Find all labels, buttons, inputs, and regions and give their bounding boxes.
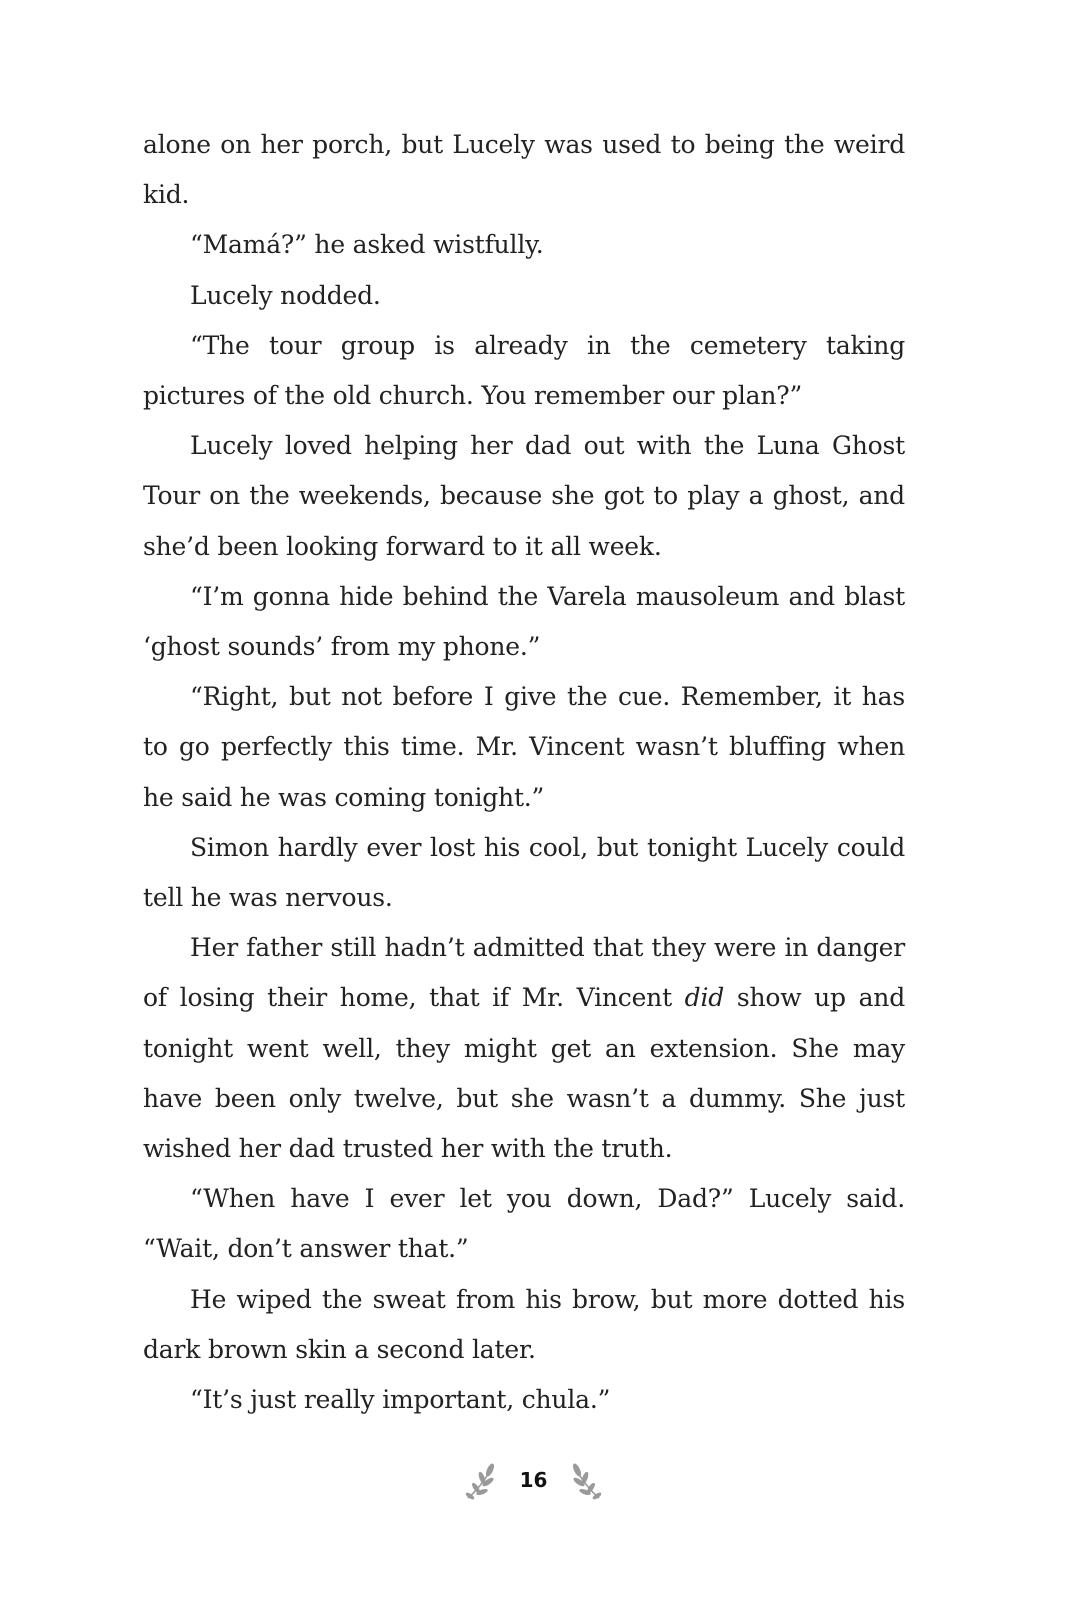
page-footer	[0, 1455, 1067, 1505]
paragraph: “It’s just really important, chula.”	[190, 1385, 611, 1415]
paragraph-with-emphasis	[143, 923, 905, 1174]
paragraph-text-after: show up and tonight went well, they might get an extension. She may have been only twelve, but she wasn’t a dummy. She just wished her dad trusted her with the truth.	[143, 983, 906, 1164]
paragraph: “Mamá?” he asked wistfully.	[190, 230, 544, 260]
body-text	[143, 120, 905, 1425]
paragraph: Lucely nodded.	[190, 280, 381, 310]
paragraph: “I’m gonna hide behind the Varela mausoleum and blast ‘ghost sounds’ from my phone.”	[143, 581, 905, 662]
emphasized-word: did	[684, 983, 725, 1013]
paragraph: “The tour group is already in the cemetery taking pictures of the old church. You remember our plan?”	[143, 330, 905, 411]
paragraph: Simon hardly ever lost his cool, but tonight Lucely could tell he was nervous.	[143, 832, 905, 913]
laurel-sprig-icon	[462, 1458, 502, 1502]
paragraph: Lucely loved helping her dad out with the Luna Ghost Tour on the weekends, because she got to play a ghost, and she’d been looking forward to it all week.	[143, 431, 905, 561]
paragraph-text-before: Her father still hadn’t admitted that they were in danger of losing their home, that if Mr. Vincent	[143, 933, 905, 1013]
paragraph: “When have I ever let you down, Dad?” Lucely said. “Wait, don’t answer that.”	[143, 1184, 905, 1264]
laurel-sprig-icon	[565, 1458, 605, 1502]
paragraph: He wiped the sweat from his brow, but more dotted his dark brown skin a second later.	[143, 1284, 905, 1364]
paragraph: “Right, but not before I give the cue. Remember, it has to go perfectly this time. Mr. Vincent wasn’t bluffing when he said he was coming tonight.”	[143, 682, 905, 812]
paragraph-continued: alone on her porch, but Lucely was used to being the weird kid.	[143, 130, 905, 210]
page-number: 16	[519, 1468, 548, 1492]
